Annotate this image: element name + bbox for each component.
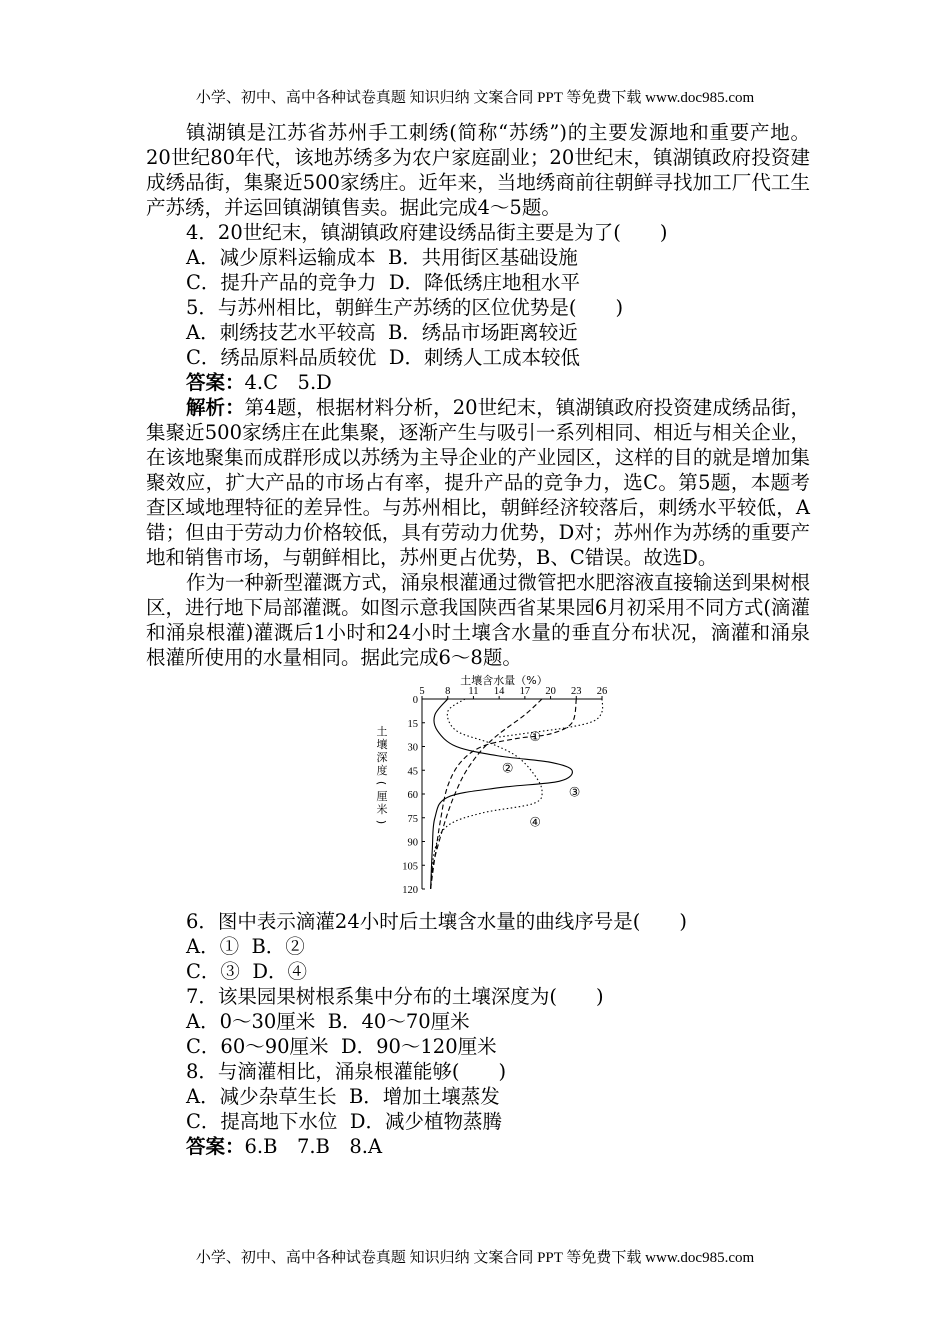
y-tick-label: 60 [407,790,418,801]
page-footer: 小学、初中、高中各种试卷真题 知识归纳 文案合同 PPT 等免费下载 www.doc985.com [195,1250,755,1266]
answer-text: 6.B 7.B 8.A [244,1135,383,1158]
analysis-text: 第4题，根据材料分析，20世纪末，镇湖镇政府投资建成绣品街，集聚近500家绣庄在此集聚，逐渐产生与吸引一系列相同、相近与相关企业，在该地聚集而成群形成以苏绣为主导企业的产业园区，这样的目的就是增加集聚效应，扩大产品的市场占有率，提升产品的竞争力，选C。第5题，本题考查区域地理特征的差异性。与苏州相比，朝鲜经济较落后，刺绣水平较低，A错；但由于劳动力价格较低，具有劳动力优势，D对；苏州作为苏绣的重要产地和销售市场，与朝鲜相比，苏州更占优势，B、C错误。故选D。 [146,396,810,569]
answer-label: 答案： [186,371,245,394]
x-tick-label: 14 [493,686,505,697]
question-7-options-cd: C．60～90厘米 D．90～120厘米 [186,1035,497,1058]
x-tick-label: 17 [519,686,531,697]
question-6-stem: 6．图中表示滴灌24小时后土壤含水量的曲线序号是( ) [186,910,687,933]
soil-moisture-figure [146,673,810,901]
question-7-options-ab: A．0～30厘米 B．40～70厘米 [186,1010,470,1033]
answer-label: 答案： [186,1135,245,1158]
question-6-options-ab: A．① B．② [186,935,305,958]
series-label-3: ③ [568,785,581,801]
y-axis-label-char: 度 [376,764,388,777]
analysis-4-5 [146,395,810,570]
y-axis-label-char: 壤 [376,738,388,751]
y-tick-label: 30 [407,742,418,754]
x-tick-label: 5 [419,686,425,697]
x-tick-label: 11 [468,686,479,697]
series-line-4 [431,699,542,889]
question-4-stem: 4．20世纪末，镇湖镇政府建设绣品街主要是为了( ) [186,221,668,244]
question-8-options-ab: A．减少杂草生长 B．增加土壤蒸发 [186,1085,500,1108]
y-axis-label-char: 米 [376,803,388,816]
answer-text: 4.C 5.D [244,371,332,394]
y-axis-label-char: 深 [376,751,388,764]
y-tick-label: 15 [407,718,418,730]
analysis-label: 解析： [186,396,245,419]
series-label-4: ④ [529,815,541,831]
question-5-options-cd: C．绣品原料品质较优 D．刺绣人工成本较低 [186,346,580,369]
question-6-options-cd: C．③ D．④ [186,960,307,983]
chart-title: 土壤含水量（%） [460,674,548,687]
x-tick-label: 23 [571,686,582,697]
document-body [146,120,810,1159]
passage-intro-1: 镇湖镇是江苏省苏州手工刺绣(简称“苏绣”)的主要发源地和重要产地。20世纪80年代，该地苏绣多为农户家庭副业；20世纪末，镇湖镇政府投资建成绣品街，集聚近500家绣庄。近年来，当地绣商前往朝鲜寻找加工厂代工生产苏绣，并运回镇湖镇售卖。据此完成4～5题。 [146,121,810,219]
question-7-stem: 7．该果园果树根系集中分布的土壤深度为( ) [186,985,604,1008]
y-tick-label: 105 [402,861,418,873]
series-line-1 [431,699,577,889]
x-tick-label: 26 [596,686,608,697]
series-line-2 [431,699,542,889]
passage-intro-2: 作为一种新型灌溉方式，涌泉根灌通过微管把水肥溶液直接输送到果树根区，进行地下局部灌溉。如图示意我国陕西省某果园6月初采用不同方式(滴灌和涌泉根灌)灌溉后1小时和24小时土壤含水量的垂直分布状况，滴灌和涌泉根灌所使用的水量相同。据此完成6～8题。 [146,571,811,669]
series-line-3 [431,699,573,889]
question-8-options-cd: C．提高地下水位 D．减少植物蒸腾 [186,1110,502,1133]
series-line-5 [499,699,603,737]
y-axis-label-char: ) [375,819,388,825]
y-axis-label-char: 土 [376,725,388,738]
question-8-stem: 8．与滴灌相比，涌泉根灌能够( ) [186,1060,507,1083]
question-5-stem: 5．与苏州相比，朝鲜生产苏绣的区位优势是( ) [186,296,624,319]
answer-4-5 [146,370,810,395]
x-tick-label: 20 [545,686,556,697]
question-5-options-ab: A．刺绣技艺水平较高 B．绣品市场距离较近 [186,321,578,344]
y-tick-label: 45 [407,766,418,778]
series-label-2: ② [501,761,514,777]
y-tick-label: 75 [407,813,418,825]
question-4-options-ab: A．减少原料运输成本 B．共用街区基础设施 [186,246,578,269]
y-tick-label: 90 [407,837,418,849]
y-axis-label-char: 厘 [376,790,388,803]
y-tick-label: 0 [412,695,418,706]
question-4-options-cd: C．提升产品的竞争力 D．降低绣庄地租水平 [186,271,580,294]
answer-6-8 [146,1134,810,1159]
series-label-1: ① [529,730,541,745]
y-tick-label: 120 [402,885,418,896]
page-header: 小学、初中、高中各种试卷真题 知识归纳 文案合同 PPT 等免费下载 www.doc985.com [195,90,755,106]
x-tick-label: 8 [445,686,451,697]
soil-moisture-chart [374,673,614,901]
y-axis-label-char: ( [375,780,388,786]
